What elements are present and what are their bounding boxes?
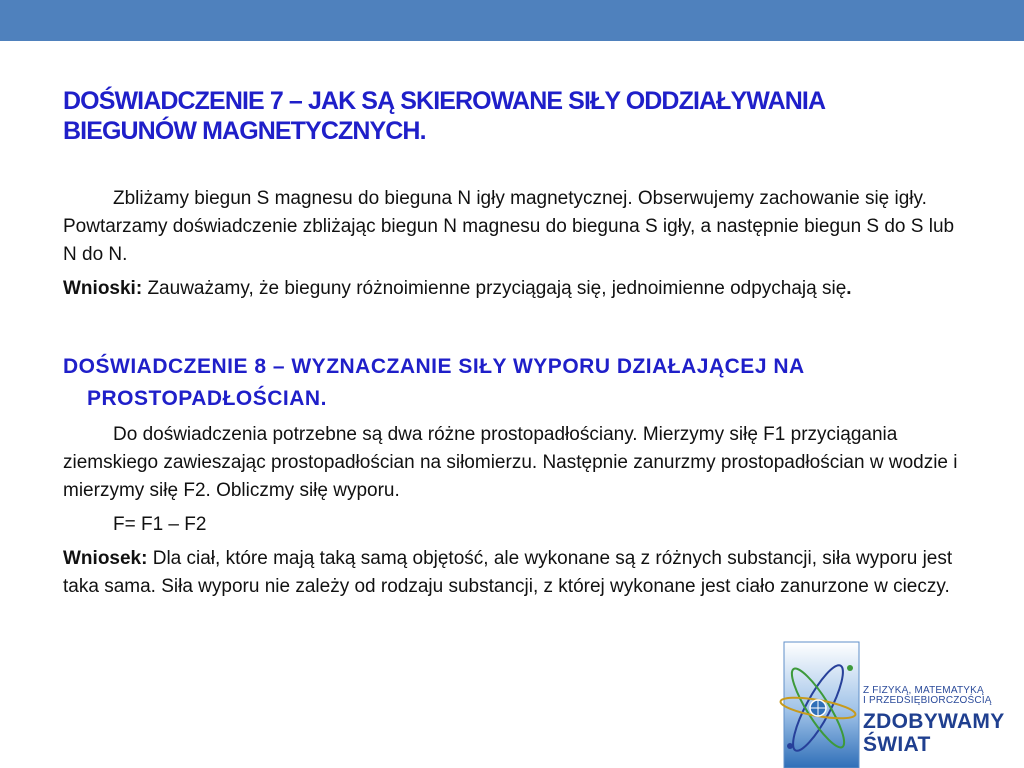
exp7-conclusion-end: . bbox=[846, 278, 852, 299]
exp8-formula: F= F1 – F2 bbox=[113, 514, 207, 535]
exp8-heading: DOŚWIADCZENIE 8 – WYZNACZANIE SIŁY WYPORU DZIAŁAJĄCEJ NA PROSTOPADŁOŚCIAN. bbox=[63, 355, 804, 410]
logo-line-3: ZDOBYWAMY bbox=[863, 710, 1005, 733]
project-logo-text bbox=[863, 686, 1024, 756]
logo-electron bbox=[787, 743, 793, 749]
slide-content bbox=[63, 185, 968, 601]
exp7-conclusion-text: Zauważamy, że bieguny różnoimienne przyciągają się, jednoimienne odpychają się bbox=[142, 278, 847, 299]
logo-line-2: I PRZEDSIĘBIORCZOŚCIĄ bbox=[863, 695, 992, 706]
exp8-conclusion-text: Dla ciał, które mają taką samą objętość, ale wykonane są z różnych substancji, siła wyporu jest taka sama. Siła wyporu nie zależy od rodzaju substancji, z której wykonane jest ciało zanurzone w cieczy. bbox=[63, 548, 953, 597]
logo-electron bbox=[847, 665, 853, 671]
slide-title: DOŚWIADCZENIE 7 – JAK SĄ SKIEROWANE SIŁY ODDZIAŁYWANIA BIEGUNÓW MAGNETYCZNYCH. bbox=[63, 87, 825, 145]
exp7-conclusion bbox=[63, 275, 968, 303]
logo-line-4: ŚWIAT bbox=[863, 733, 931, 756]
exp8-conclusion bbox=[63, 545, 968, 601]
exp7-body: Zbliżamy biegun S magnesu do bieguna N igły magnetycznej. Obserwujemy zachowanie się igły. Powtarzamy doświadczenie zbliżając biegun N magnesu do bieguna S igły, a następnie biegun S do S lub N do N. bbox=[63, 188, 955, 265]
exp7-conclusion-label: Wnioski: bbox=[63, 278, 143, 299]
top-bar bbox=[0, 0, 1024, 41]
exp8-conclusion-label: Wniosek: bbox=[63, 548, 148, 569]
exp8-body: Do doświadczenia potrzebne są dwa różne prostopadłościany. Mierzymy siłę F1 przyciągania ziemskiego zawieszając prostopadłościan na siłomierzu. Następnie zanurzmy prostopadłościan w wodzie i mierzymy siłę F2. Obliczmy siłę wyporu. bbox=[63, 424, 958, 501]
logo-line-1: Z FIZYKĄ, MATEMATYKĄ bbox=[863, 685, 984, 696]
